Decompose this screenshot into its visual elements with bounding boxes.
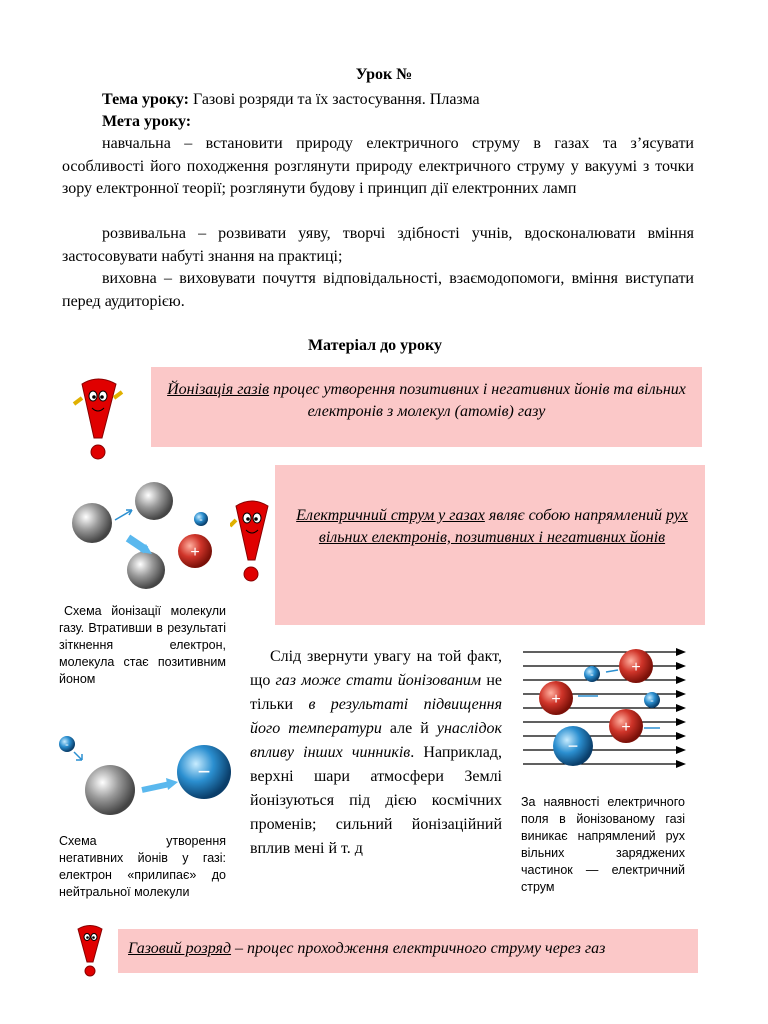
neutral-molecule: [85, 765, 135, 815]
definition-gas-discharge-text: – процес проходження електричного струму через газ: [231, 940, 606, 957]
topic-line: [62, 89, 694, 112]
goal-label: Мета уроку:: [102, 113, 192, 130]
negative-ion-diagram: [52, 732, 242, 832]
definition-gas-discharge: [118, 929, 698, 973]
main-text-b: газ може стати йонізованим: [275, 672, 482, 689]
plus-sign: +: [190, 544, 200, 561]
main-paragraph: [250, 645, 502, 861]
minus-sign: -: [590, 669, 594, 681]
caption-field: За наявності електричного поля в йонізованому газі виникає напрямлений рух вільних заряджених частинок — електричний струм: [521, 795, 685, 894]
term-ionization: Йонізація газів: [167, 381, 270, 398]
main-text-e: але й: [381, 720, 437, 737]
definition-current-mid: являє собою напрямлений: [484, 507, 667, 524]
plus-sign: +: [621, 719, 631, 736]
minus-sign: -: [199, 514, 203, 526]
goal-developmental: розвивальна – розвивати уяву, творчі здібності учнів, вдосконалювати вміння застосовувати набуті знання на практиці;: [62, 225, 694, 265]
plus-sign: +: [551, 691, 561, 708]
minus-sign: −: [197, 759, 211, 784]
caption-negative-ions: Схема утворення негативних йонів у газі: електрон «прилипає» до нейтральної молекули: [59, 834, 226, 899]
minus-sign: -: [65, 739, 69, 751]
term-current: Електричний струм у газах: [296, 507, 485, 524]
main-text-d: в результаті підвищення його температури: [250, 696, 502, 737]
exclamation-mascot-icon: [72, 376, 124, 462]
main-text-a: Слід звернути увагу на той факт, що: [250, 648, 502, 689]
term-gas-discharge: Газовий розряд: [128, 940, 232, 957]
caption-ionization: Схема йонізації молекули газу. Втративши в результаті зіткнення електрон, молекула стає позитивним йоном: [59, 604, 226, 686]
minus-sign: -: [650, 695, 654, 707]
molecule: [72, 503, 112, 543]
molecule: [135, 482, 173, 520]
main-text-g: . Наприклад, верхні шари атмосфери Землі йонізуються під дією космічних променів; сильний йонізаційний вплив мені й т. д: [250, 744, 502, 857]
goal-upbringing: виховна – виховувати почуття відповідальності, взаємодопомоги, вміння виступати перед аудиторією.: [62, 270, 694, 310]
main-text-f: унаслідок впливу інших чинників: [250, 720, 503, 761]
definition-ionization: [151, 367, 702, 447]
term-movement: рух вільних електронів, позитивних і негативних йонів: [318, 507, 688, 546]
molecule: [127, 551, 165, 589]
exclamation-mascot-icon: [230, 498, 274, 584]
main-text-c: не тільки: [250, 672, 502, 713]
electric-field-diagram: [518, 640, 690, 792]
material-title: Матеріал до уроку: [307, 337, 443, 354]
exclamation-mascot-icon: [72, 924, 108, 978]
goal-educational: навчальна – встановити природу електричного струму в газах та з’ясувати особливості його походження розглянути природу електричного струму у вакуумі з точки зору електронної теорії; розглянути будову і принцип дії електронних ламп: [62, 135, 694, 197]
minus-sign: −: [567, 736, 579, 756]
definition-ionization-text: процес утворення позитивних і негативних йонів та вільних електронів з молекул (атомів) газу: [269, 381, 686, 420]
plus-sign: +: [631, 659, 641, 676]
definition-current-in-gases: [275, 465, 705, 625]
page-title: Урок №: [355, 66, 413, 83]
topic-label: Тема уроку:: [102, 91, 189, 108]
topic-text: Газові розряди та їх застосування. Плазма: [188, 91, 480, 108]
